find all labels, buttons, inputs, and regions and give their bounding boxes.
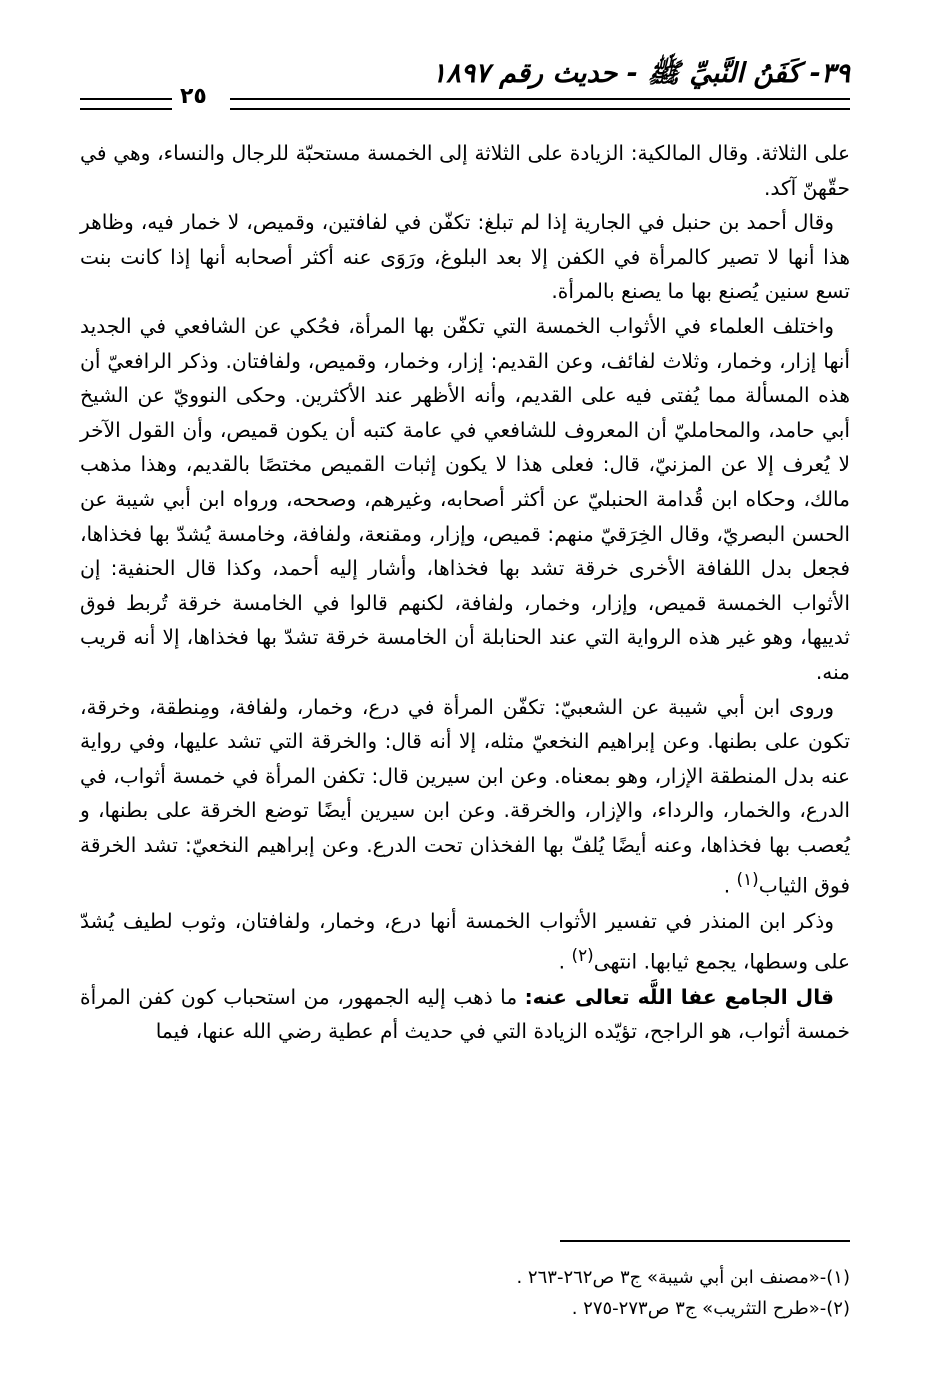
footnotes [80,1262,850,1324]
paragraph-5 [80,904,850,980]
header-rule-left [80,98,172,110]
paragraph-4 [80,690,850,904]
paragraph-6 [80,980,850,1049]
footnote-ref-2: (٢) [571,945,594,966]
paragraph-4-end: . [723,874,737,899]
page-number: ٢٥ [180,84,207,109]
main-text [80,136,850,1049]
author-note-lead: قال الجامع عفا اللَّه تعالى عنه: [524,984,834,1009]
paragraph-2: وقال أحمد بن حنبل في الجارية إذا لم تبلغ: تكفّن في لفافتين، وقميص، لا خمار فيه، وظاهر هذا أنها لا تصير كالمرأة في الكفن إلا بعد البلوغ، ورَوَى عنه أكثر أصحابه أنها إذا كانت بنت تسع سنين يُصنع بها ما يصنع بالمرأة. [80,210,850,304]
paragraph-4-text: وروى ابن أبي شيبة عن الشعبيّ: تكفّن المرأة في درع، وخمار، ولفافة، ومِنطقة، وخرقة، تكون على بطنها. وعن إبراهيم النخعيّ مثله، إلا أنه قال: والخرقة التي تشد عليها، وفي رواية عنه بدل المنطقة الإزار، وهو بمعناه. وعن ابن سيرين قال: تكفن المرأة في خمسة أثواب، في الدرع، والخمار، والرداء، والإزار، والخرقة. وعن ابن سيرين أيضًا توضع الخرقة على بطنها، و يُعصب بها فخذاها، وعنه أيضًا يُلفّ بها الفخذان تحت الدرع. وعن إبراهيم النخعيّ: تشد الخرقة فوق الثياب [80,694,850,899]
running-header [80,56,850,109]
chapter-title: ٣٩- كَفَنُ النَّبيِّ ﷺ - حديث رقم ١٨٩٧ [431,58,850,89]
footnote-ref-1: (١) [736,869,759,890]
footnote-2: (٢)-«طرح التثريب» ج٣ ص٢٧٣-٢٧٥ . [571,1298,850,1319]
paragraph-5-text: وذكر ابن المنذر في تفسير الأثواب الخمسة أنها درع، وخمار، ولفافتان، وثوب لطيف يُشدّ على وسطها، يجمع ثيابها. انتهى [80,908,850,975]
footnote-separator [560,1240,850,1242]
paragraph-6-text: ما ذهب إليه الجمهور، من استحباب كون كفن المرأة خمسة أثواب، هو الراجح، تؤيّده الزيادة التي في حديث أم عطية رضي الله عنها، فيما [80,984,850,1044]
footnote-1: (١)-«مصنف ابن أبي شيبة» ج٣ ص٢٦٢-٢٦٣ . [516,1267,850,1288]
header-rule-right [230,98,850,110]
paragraph-5-end: . [558,950,572,975]
paragraph-3: واختلف العلماء في الأثواب الخمسة التي تكفّن بها المرأة، فحُكي عن الشافعي في الجديد أنها إزار، وخمار، وثلاث لفائف، وعن القديم: إزار، وخمار، وقميص، ولفافتان. وذكر الرافعيّ أن هذه المسألة مما يُفتى فيه على القديم، وأنه الأظهر عند الأكثرين. وحكى النوويّ عن الشيخ أبي حامد، والمحامليّ أن المعروف للشافعي في عامة كتبه أن يكون قميص، وأن القول الآخر لا يُعرف إلا عن المزنيّ، قال: فعلى هذا لا يكون إثبات القميص مختصًا بالقديم، وهذا مذهب مالك، وحكاه ابن قُدامة الحنبليّ عن أكثر أصحابه، وغيرهم، وصححه، ورواه ابن أبي شيبة عن الحسن البصريّ، وقال الخِرَقيّ منهم: قميص، وإزار، ومقنعة، ولفافة، وخامسة يُشدّ بها فخذاها، فجعل بدل اللفافة الأخرى خرقة تشد بها فخذاها، وأشار إليه أحمد، وكذا قال الحنفية: إن الأثواب الخمسة قميص، وإزار، وخمار، ولفافة، لكنهم قالوا في الخامسة خرقة تُربط فوق ثدييها، وهو غير هذه الرواية التي عند الحنابلة أن الخامسة خرقة تشدّ بها فخذاها، إلا أنه قريب منه. [80,313,850,684]
paragraph-1: على الثلاثة. وقال المالكية: الزيادة على الثلاثة إلى الخمسة مستحبّة للرجال والنساء، وهي في حقّهنّ آكد. [80,141,850,200]
